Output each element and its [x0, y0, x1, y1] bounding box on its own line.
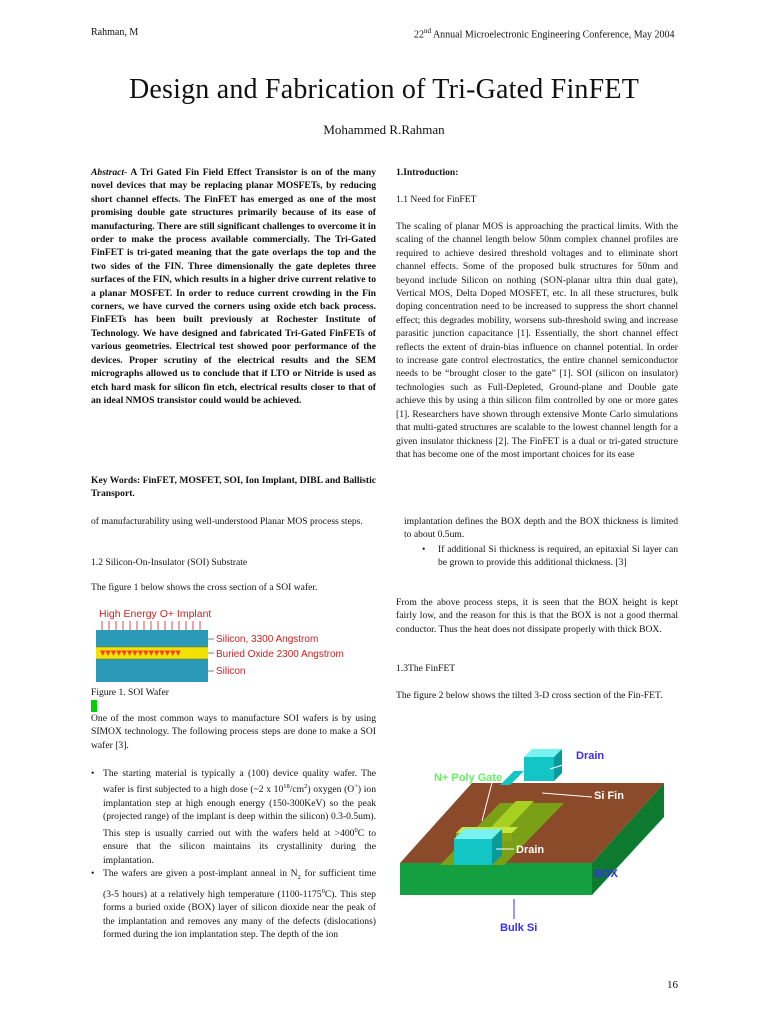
soi-wafer-figure [96, 605, 364, 685]
fig1-label-silicon: Silicon [216, 666, 246, 677]
fig1-label-silicon-top: Silicon, 3300 Angstrom [216, 634, 319, 645]
paper-author: Mohammed R.Rahman [323, 122, 445, 137]
figure-1-caption: Figure 1. SOI Wafer [91, 687, 169, 698]
svg-text:▼▼▼▼▼▼▼▼▼▼▼▼▼▼▼: ▼▼▼▼▼▼▼▼▼▼▼▼▼▼▼ [100, 649, 181, 657]
running-header-conference [414, 27, 675, 40]
keywords: Key Words: FinFET, MOSFET, SOI, Ion Implant, DIBL and Ballistic Transport. [91, 475, 376, 500]
bulk-si-front [400, 863, 592, 895]
simox-step-2: • The wafers are given a post-implant anneal in $N_2$ for sufficient time (3-5 hours) at a relatively high temperature (1100-1175$^0$C). This step forms a buried oxide (BOX) layer of silicon dioxide near the peak of the implantation and removes any many of the defects (dislocations) formed during the ion implantation step. The depth of the ion [91, 867, 376, 941]
fig2-label-drain: Drain [516, 844, 545, 856]
conf-ordinal: nd [424, 27, 431, 35]
fig1-label-implant: High Energy O+ Implant [99, 608, 212, 620]
finfet-3d-figure [396, 745, 668, 941]
paper-title: Design and Fabrication of Tri-Gated FinFET [128, 74, 640, 105]
fig2-label-bulk: Bulk Si [500, 922, 538, 934]
conf-number: 22 [414, 29, 424, 41]
fig2-label-drain-top: Drain [576, 750, 605, 762]
figure-2-intro: The figure 2 below shows the tilted 3-D cross section of the Fin-FET. [396, 690, 663, 701]
simox-paragraph: One of the most common ways to manufacture SOI wafers is by using SIMOX technology. The following process steps are done to make a SOI wafer [3]. [91, 713, 376, 751]
epitaxial-bullet-item: • If additional Si thickness is required, an epitaxial Si layer can be grown to provide this additional thickness. [3] [422, 543, 678, 570]
introduction-heading: 1.Introduction: [396, 167, 459, 178]
section-1-3-heading: 1.3The FinFET [396, 663, 456, 674]
green-marker [91, 700, 97, 712]
conf-title: Annual Microelectronic Engineering Conference, May 2004 [431, 29, 675, 41]
page-number: 16 [667, 979, 678, 991]
fig2-label-fin: Si Fin [594, 790, 624, 802]
si-fin [500, 771, 524, 785]
drain-bottom-block [454, 839, 492, 865]
fig2-label-gate: N+ Poly Gate [434, 772, 503, 784]
simox-step-1: • The starting material is typically a (100) device quality wafer. The wafer is first subjected to a high dose (~2 x $10^{18}/cm^2$) oxygen (O+) ion implantation step at high enough energy (150-300KeV) so the peak (projected range) of the implant is deep within the silicon) 0.3-0.5um). This step is usually carried out with the wafers held at $>400^0C$ to ensure that the silicon maintains its crystallinity during the implantation. [91, 767, 376, 867]
simox-steps [91, 767, 376, 941]
drain-top-block [524, 757, 554, 781]
oxygen-ion-markers [100, 649, 181, 657]
epitaxial-bullet [422, 543, 678, 570]
figure-1-intro: The figure 1 below shows the cross section of a SOI wafer. [91, 582, 318, 593]
running-header-author: Rahman, M [91, 27, 139, 38]
abstract [91, 166, 376, 407]
section-1-2-heading: 1.2 Silicon-On-Insulator (SOI) Substrate [91, 557, 248, 568]
box-paragraph: From the above process steps, it is seen that the BOX height is kept fairly low, and the reason for this is that the BOX is not a good thermal conductor. Thus the heat does not dissipate properly with thick BOX. [396, 597, 678, 635]
left-continuation-text: of manufacturability using well-understood Planar MOS process steps. [91, 516, 363, 527]
fig1-label-box: Buried Oxide 2300 Angstrom [216, 649, 344, 660]
section-1-1-heading: 1.1 Need for FinFET [396, 194, 477, 205]
right-continuation-text: implantation defines the BOX depth and the BOX thickness is limited to about 0.5um. [404, 516, 678, 541]
introduction-paragraph: The scaling of planar MOS is approaching the practical limits. With the scaling of the channel length below 50nm complex channel profiles are required to achieve desired threshold voltages and to eliminate short channel effects. Some of the proposed bulk structures for 50nm and beyond include Silicon on nothing (SON-planar ultra thin dual gate), Vertical MOS, Delta Doped MOSFET, etc. In all these structures, bulk doping concentration need to be increased to suppress the short channel effect; this degrades mobility, worsens sub-threshold swing and increase parasitic junction capacitance [1]. Essentially, the short channel effect reflects the extent of drain-bias influence on channel potential. In order to increase gate control electrostatics, the entire channel semiconductor needs to be “brought closer to the gate” [1]. SOI (silicon on insulator) technologies such as Full-Depleted, Ground-plane and Double gate achieve this by using a thin silicon film controlled by one or more gates [1]. Researchers have shown through extensive Monte Carlo simulations that multi-gated structures are scalable to the lowest channel length for a given insulator thickness [2]. The FinFET is a dual or tri-gated structure that has become one of the most important choices for its ease [396, 221, 678, 460]
abstract-text: A Tri Gated Fin Field Effect Transistor is on of the many novel devices that may be replacing planar MOSFETs, by reducing short channel effects. The FinFET has emerged as one of the most promising double gate structures primarily because of its ease of manufacturing. There are still significant challenges to overcome it in order to make the process available commercially. The Tri-Gated FinFET is tri-gated meaning that the gate overlaps the top and the two sides of the FIN. Three dimensionally the gate depletes three surfaces of the FIN, which results in a higher drive current relative to a planar MOSFET. In order to reduce current crowding in the Fin corners, we have curved the corners using oxide etch back process. FinFETs has been built previously at Rochester Institute of Technology. We have designed and fabricated Tri-Gated FinFETs of various geometries. Electrical test showed poor performance of the devices. Proper scrutiny of the electrical results and the SEM micrographs allowed us to conclude that if LTO or Nitride is used as etch hard mask for silicon fin etch, electrical results closer to that of an ideal NMOS transistor could would be achieved. [91, 167, 376, 406]
fig2-label-box: BOX [594, 868, 618, 880]
abstract-label: Abstract- [91, 167, 128, 178]
